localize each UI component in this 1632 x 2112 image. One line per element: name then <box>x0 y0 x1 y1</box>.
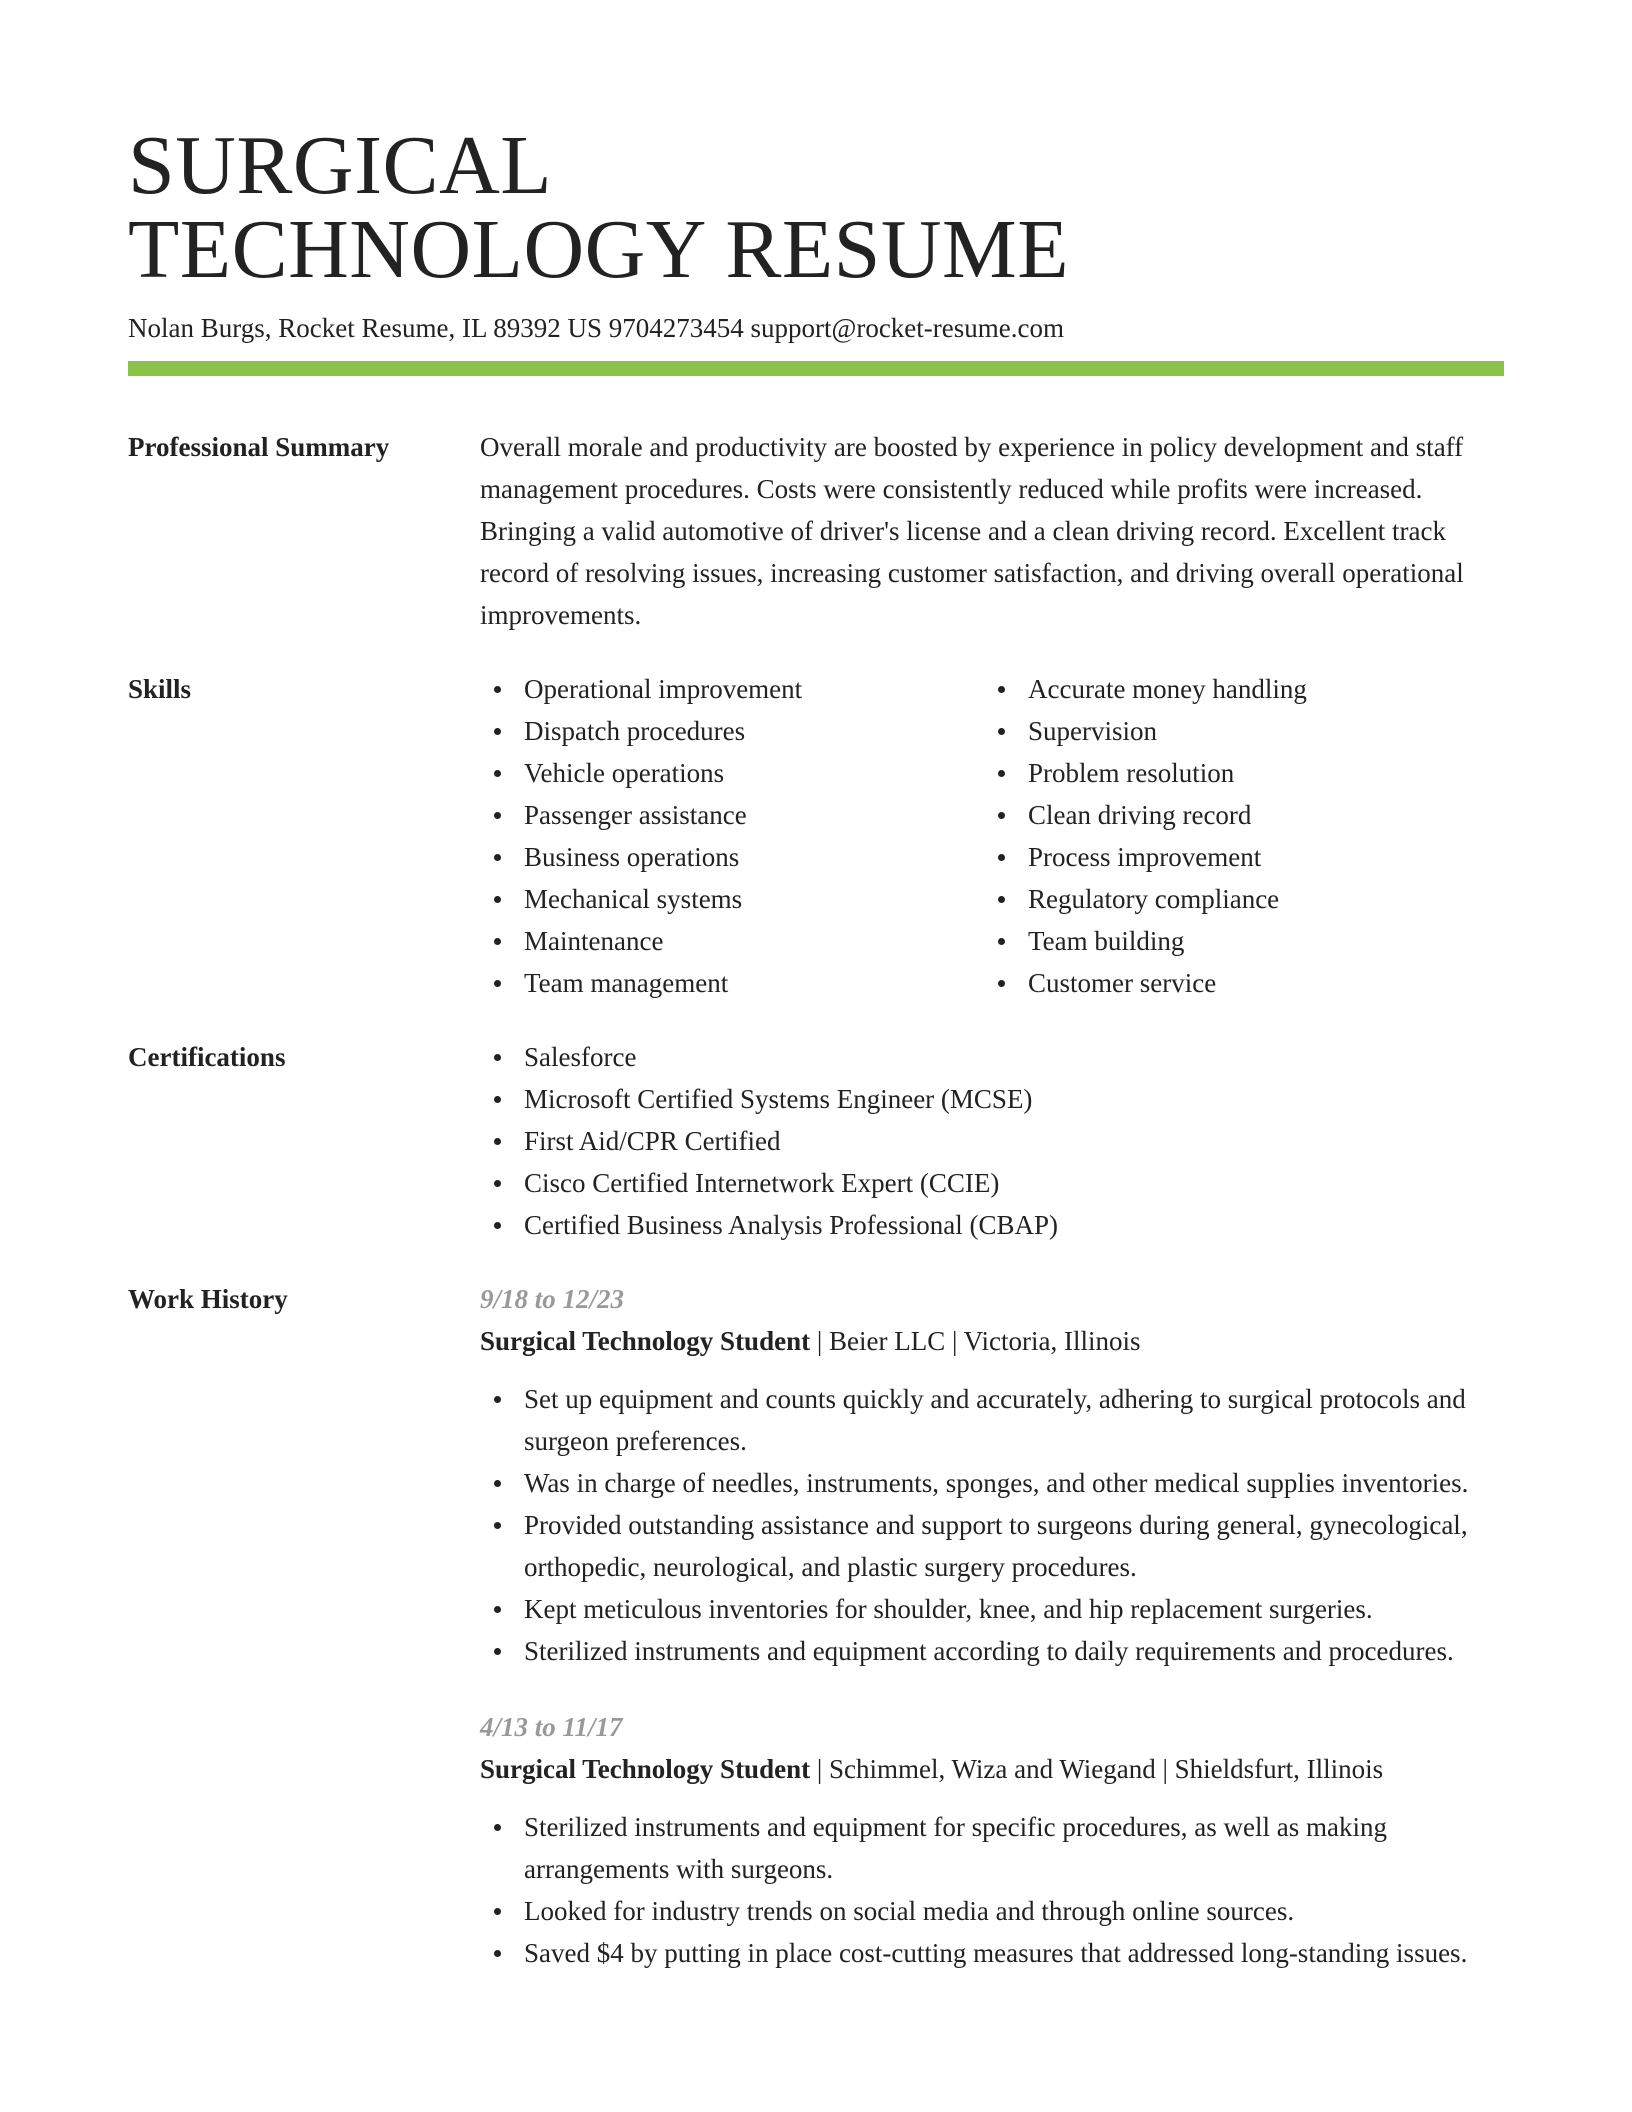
job-details: | Beier LLC | Victoria, Illinois <box>810 1326 1141 1356</box>
job-bullet: Saved $4 by putting in place cost-cutting measures that addressed long-standing issues. <box>480 1932 1504 1974</box>
contact-line: Nolan Burgs, Rocket Resume, IL 89392 US 9704273454 support@rocket-resume.com <box>128 313 1064 343</box>
skill-item: Dispatch procedures <box>480 710 984 752</box>
job-bullet: Provided outstanding assistance and support to surgeons during general, gynecological, orthopedic, neurological, and plastic surgery procedures. <box>480 1504 1504 1588</box>
job-bullet-list <box>480 1806 1504 1974</box>
certifications-list <box>480 1036 1504 1246</box>
skill-item: Clean driving record <box>984 794 1488 836</box>
skill-item: Regulatory compliance <box>984 878 1488 920</box>
job-details: | Schimmel, Wiza and Wiegand | Shieldsfurt, Illinois <box>810 1754 1384 1784</box>
skill-item: Mechanical systems <box>480 878 984 920</box>
job-bullet: Looked for industry trends on social media and through online sources. <box>480 1890 1504 1932</box>
work-history-section <box>128 1278 1504 1974</box>
skills-column-1 <box>480 668 984 1004</box>
job-bullet-list <box>480 1378 1504 1672</box>
certifications-heading: Certifications <box>128 1042 286 1072</box>
summary-section <box>128 426 1504 636</box>
job-title: Surgical Technology Student <box>480 1326 811 1356</box>
job-bullet: Sterilized instruments and equipment according to daily requirements and procedures. <box>480 1630 1504 1672</box>
summary-text: Overall morale and productivity are boosted by experience in policy development and staff management procedures. Costs were consistently reduced while profits were increased. Bringing a valid automotive of driver's license and a clean driving record. Excellent track record of resolving issues, increasing customer satisfaction, and driving overall operational improvements. <box>480 432 1464 630</box>
job-heading <box>480 1748 1504 1790</box>
job-title: Surgical Technology Student <box>480 1754 811 1784</box>
title-line-1: SURGICAL <box>128 119 553 212</box>
job-entry <box>480 1706 1504 1974</box>
summary-heading: Professional Summary <box>128 432 390 462</box>
job-entry <box>480 1278 1504 1672</box>
job-dates: 4/13 to 11/17 <box>480 1712 623 1742</box>
certification-item: First Aid/CPR Certified <box>480 1120 1504 1162</box>
job-bullet: Kept meticulous inventories for shoulder, knee, and hip replacement surgeries. <box>480 1588 1504 1630</box>
title-line-2: TECHNOLOGY RESUME <box>128 203 1070 296</box>
skill-item: Process improvement <box>984 836 1488 878</box>
certification-item: Microsoft Certified Systems Engineer (MCSE) <box>480 1078 1504 1120</box>
skills-list <box>480 668 1504 1004</box>
work-history-body <box>480 1278 1504 1974</box>
skill-item: Team building <box>984 920 1488 962</box>
certifications-body <box>480 1036 1504 1246</box>
certifications-section <box>128 1036 1504 1246</box>
skills-section <box>128 668 1504 1004</box>
skill-item: Vehicle operations <box>480 752 984 794</box>
certification-item: Certified Business Analysis Professional (CBAP) <box>480 1204 1504 1246</box>
job-dates: 9/18 to 12/23 <box>480 1284 625 1314</box>
skill-item: Operational improvement <box>480 668 984 710</box>
skill-item: Passenger assistance <box>480 794 984 836</box>
accent-divider <box>128 361 1504 376</box>
job-bullet: Set up equipment and counts quickly and accurately, adhering to surgical protocols and surgeon preferences. <box>480 1378 1504 1462</box>
certification-item: Salesforce <box>480 1036 1504 1078</box>
skill-item: Customer service <box>984 962 1488 1004</box>
skill-item: Business operations <box>480 836 984 878</box>
resume-title <box>128 0 1504 296</box>
work-history-heading: Work History <box>128 1284 288 1314</box>
skill-item: Maintenance <box>480 920 984 962</box>
certification-item: Cisco Certified Internetwork Expert (CCIE) <box>480 1162 1504 1204</box>
job-bullet: Was in charge of needles, instruments, sponges, and other medical supplies inventories. <box>480 1462 1504 1504</box>
skill-item: Problem resolution <box>984 752 1488 794</box>
job-bullet: Sterilized instruments and equipment for specific procedures, as well as making arrangements with surgeons. <box>480 1806 1504 1890</box>
skill-item: Accurate money handling <box>984 668 1488 710</box>
resume-page <box>128 0 1504 1974</box>
skills-column-2 <box>984 668 1488 1004</box>
skills-heading: Skills <box>128 674 192 704</box>
job-heading <box>480 1320 1504 1362</box>
skill-item: Team management <box>480 962 984 1004</box>
skill-item: Supervision <box>984 710 1488 752</box>
